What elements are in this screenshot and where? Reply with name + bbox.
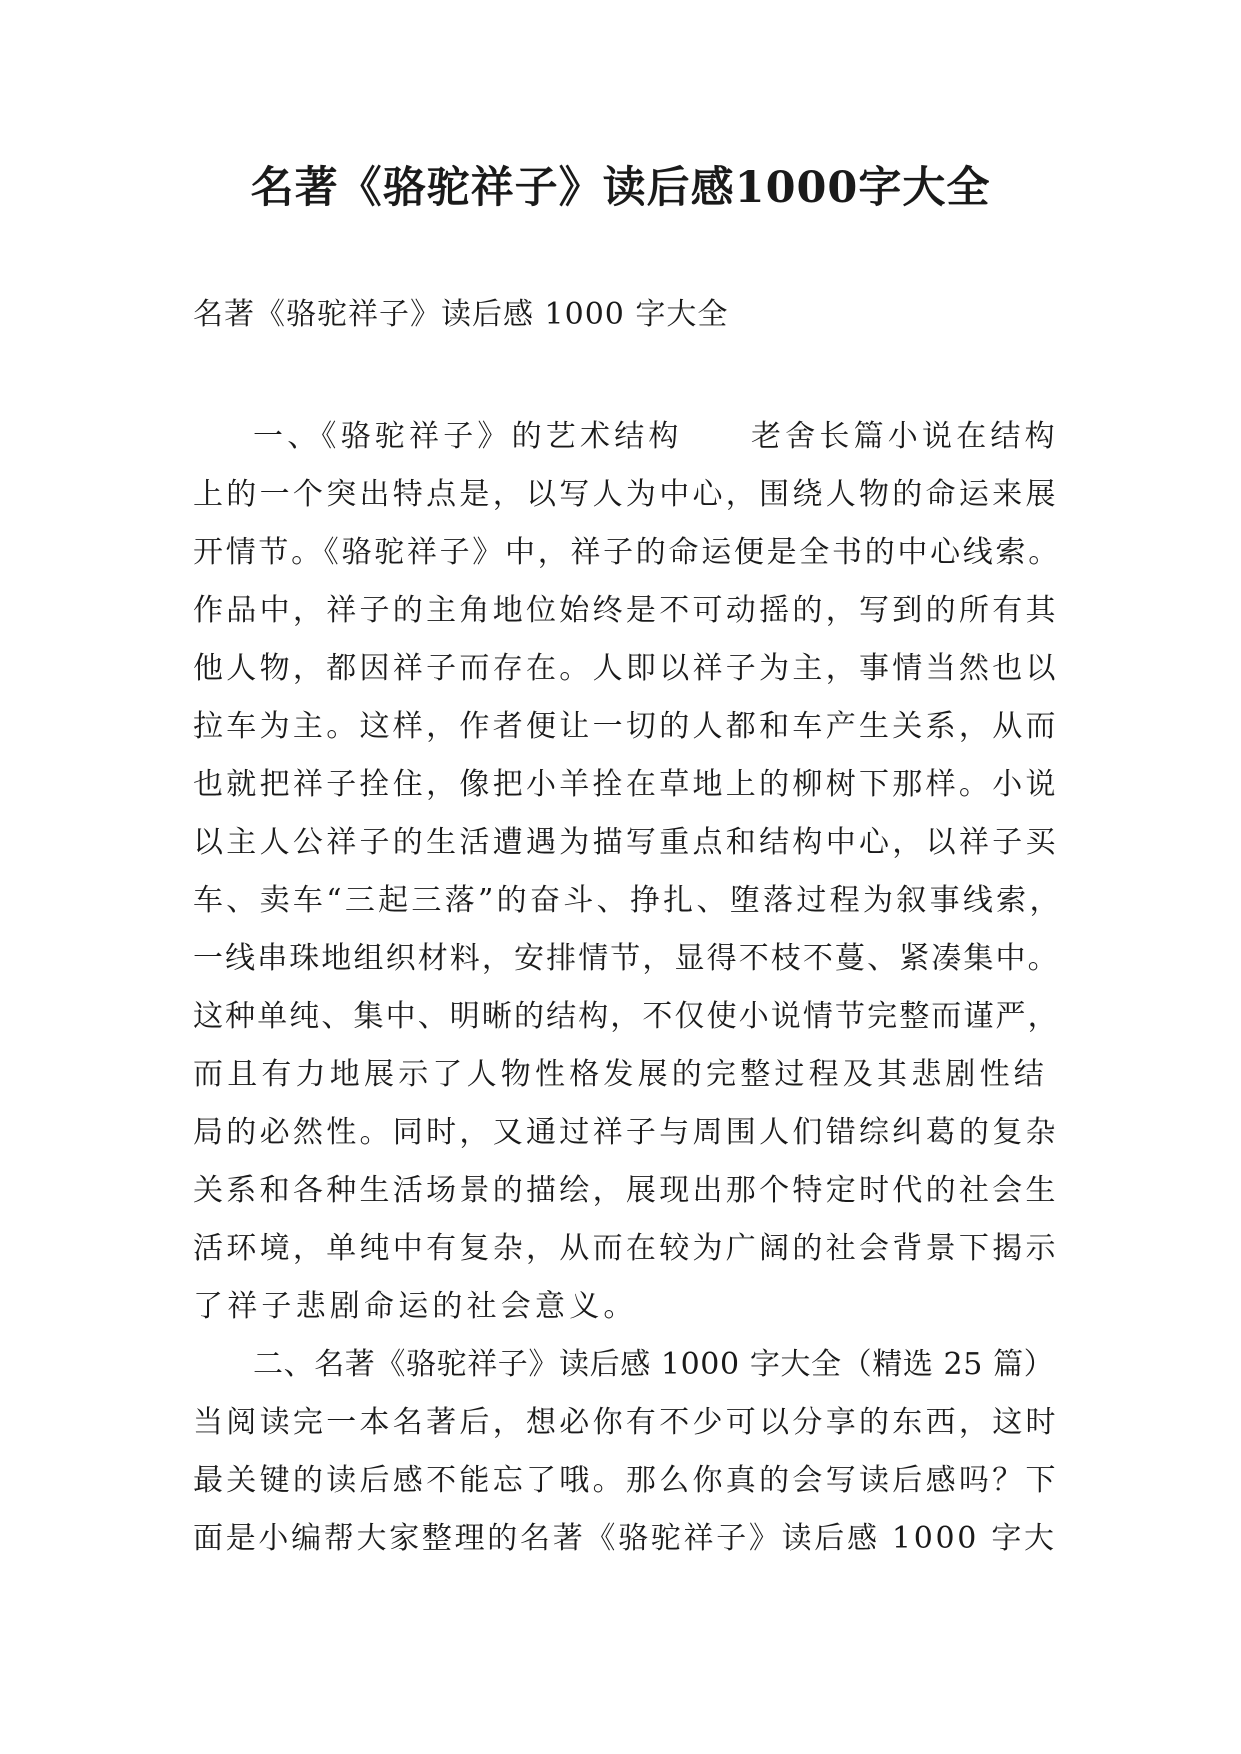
paragraph-1-line-14: 关系和各种生活场景的描绘，展现出那个特定时代的社会生 [193, 1173, 1059, 1208]
document-title: 名著《骆驼祥子》读后感1000字大全 [250, 163, 991, 213]
paragraph-1-line-10: 一线串珠地组织材料，安排情节，显得不枝不蔓、紧凑集中。 [193, 941, 1060, 976]
paragraph-1-line-8: 以主人公祥子的生活遭遇为描写重点和结构中心，以祥子买 [193, 825, 1059, 860]
document-subtitle: 名著《骆驼祥子》读后感 1000 字大全 [193, 297, 729, 332]
paragraph-1-line-12: 而且有力地展示了人物性格发展的完整过程及其悲剧性结 [193, 1057, 1048, 1092]
paragraph-1-line-7: 也就把祥子拴住，像把小羊拴在草地上的柳树下那样。小说 [193, 767, 1059, 802]
paragraph-1-line-3: 开情节。《骆驼祥子》中，祥子的命运便是全书的中心线索。 [193, 535, 1061, 570]
paragraph-1-line-5: 他人物，都因祥子而存在。人即以祥子为主，事情当然也以 [193, 651, 1059, 686]
paragraph-1-line-13: 局的必然性。同时，又通过祥子与周围人们错综纠葛的复杂 [193, 1115, 1059, 1150]
paragraph-1-line-2: 上的一个突出特点是，以写人为中心，围绕人物的命运来展 [193, 477, 1059, 512]
paragraph-1-line-4: 作品中，祥子的主角地位始终是不可动摇的，写到的所有其 [193, 593, 1059, 628]
paragraph-1-line-16: 了祥子悲剧命运的社会意义。 [193, 1289, 638, 1324]
paragraph-1-line-1: 一、《骆驼祥子》的艺术结构 老舍长篇小说在结构 [253, 419, 1059, 454]
paragraph-1-line-6: 拉车为主。这样，作者便让一切的人都和车产生关系，从而 [193, 709, 1059, 744]
paragraph-2-line-4: 面是小编帮大家整理的名著《骆驼祥子》读后感 1000 字大 [193, 1521, 1057, 1556]
paragraph-2-line-3: 最关键的读后感不能忘了哦。那么你真的会写读后感吗？下 [193, 1463, 1059, 1498]
paragraph-2-line-2: 当阅读完一本名著后，想必你有不少可以分享的东西，这时 [193, 1405, 1059, 1440]
paragraph-2-line-1: 二、名著《骆驼祥子》读后感 1000 字大全（精选 25 篇） [253, 1347, 1055, 1382]
paragraph-1-line-11: 这种单纯、集中、明晰的结构，不仅使小说情节完整而谨严， [193, 999, 1060, 1034]
paragraph-1-line-15: 活环境，单纯中有复杂，从而在较为广阔的社会背景下揭示 [193, 1231, 1059, 1266]
body-text [193, 408, 1063, 1568]
paragraph-1-line-9: 车、卖车“三起三落”的奋斗、挣扎、堕落过程为叙事线索， [193, 883, 1063, 918]
